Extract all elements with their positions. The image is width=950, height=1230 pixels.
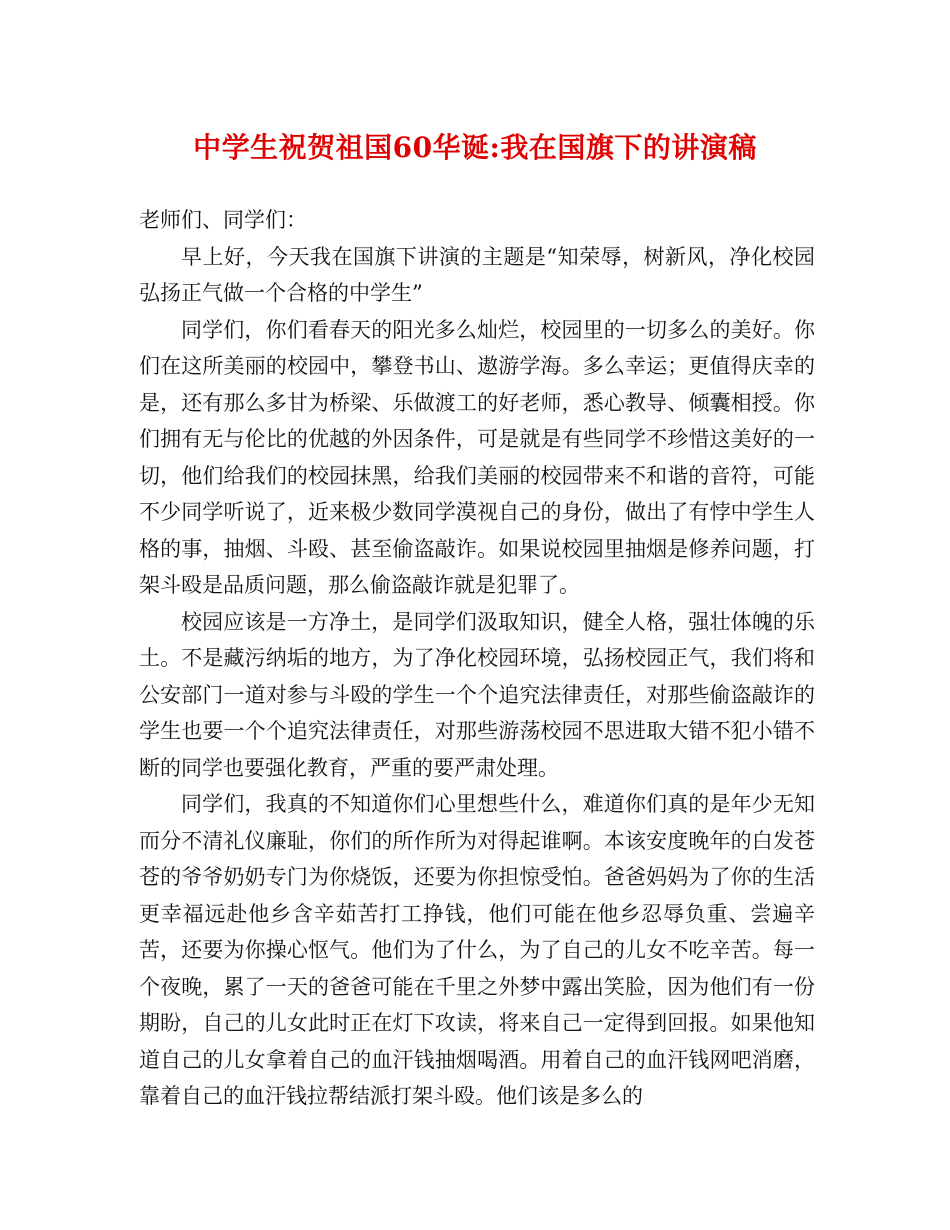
paragraph-campus-discipline: 校园应该是一方净土，是同学们汲取知识，健全人格，强壮体魄的乐土。不是藏污纳垢的地方，为了净化校园环境，弘扬校园正气，我们将和公安部门一道对参与斗殴的学生一个个追究法律责任，对那些偷盗敲诈的学生也要一个个追究法律责任，对那些游荡校园不思进取大错不犯小错不断的同学也要强化教育，严重的要严肃处理。 [139,609,815,780]
document-body [139,202,815,1115]
document-title: 中学生祝贺祖国60华诞:我在国旗下的讲演稿 [193,131,757,164]
paragraph-school-life: 同学们，你们看春天的阳光多么灿烂，校园里的一切多么的美好。你们在这所美丽的校园中，攀登书山、遨游学海。多么幸运；更值得庆幸的是，还有那么多甘为桥梁、乐做渡工的好老师，悉心教导、倾囊相授。你们拥有无与伦比的优越的外因条件，可是就是有些同学不珍惜这美好的一切，他们给我们的校园抹黑，给我们美丽的校园带来不和谐的音符，可能不少同学听说了，近来极少数同学漠视自己的身份，做出了有悖中学生人格的事，抽烟、斗殴、甚至偷盗敲诈。如果说校园里抽烟是修养问题，打架斗殴是品质问题，那么偷盗敲诈就是犯罪了。 [139,317,815,597]
salutation: 老师们、同学们： [139,208,307,232]
paragraph-parents: 同学们，我真的不知道你们心里想些什么，难道你们真的是年少无知而分不清礼仪廉耻，你们的所作所为对得起谁啊。本该安度晚年的白发苍苍的爷爷奶奶专门为你烧饭，还要为你担惊受怕。爸爸妈妈为了你的生活更幸福远赴他乡含辛茹苦打工挣钱，他们可能在他乡忍辱负重、尝遍辛苦，还要为你操心怄气。他们为了什么，为了自己的儿女不吃辛苦。每一个夜晚，累了一天的爸爸可能在千里之外梦中露出笑脸，因为他们有一份期盼，自己的儿女此时正在灯下攻读，将来自己一定得到回报。如果他知道自己的儿女拿着自己的血汗钱抽烟喝酒。用着自己的血汗钱网吧消磨，靠着自己的血汗钱拉帮结派打架斗殴。他们该是多么的 [139,792,815,1108]
paragraph-greeting: 早上好，今天我在国旗下讲演的主题是“知荣辱，树新风，净化校园弘扬正气做一个合格的中学生” [139,244,815,305]
